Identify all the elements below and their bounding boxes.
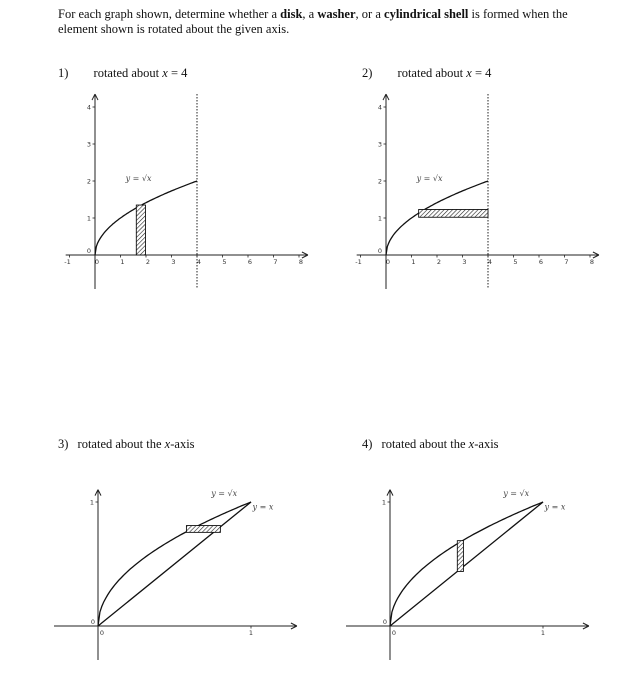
term-cylindrical-shell: cylindrical shell (384, 7, 469, 21)
curve-label-sqrt: y = √x (503, 488, 530, 498)
y-tick-label: 2 (86, 177, 91, 186)
curve-label: y = √x (125, 174, 152, 183)
x-tick-label: 6 (538, 258, 544, 266)
origin-label: 0 (86, 247, 91, 255)
element-rectangle (136, 205, 145, 255)
x-tick-label: 5 (222, 258, 227, 266)
problem-3-title: 3) rotated about the x-axis (58, 437, 195, 451)
graph-2 (355, 94, 599, 289)
x-tick-label: 0 (94, 258, 100, 266)
x-tick-label: 6 (247, 258, 253, 266)
line-y-equals-x (98, 502, 251, 626)
term-washer: washer (317, 7, 356, 21)
y-tick-label: 3 (86, 140, 91, 149)
y-tick-label: 1 (89, 498, 94, 507)
x-tick-label: 2 (145, 258, 151, 266)
x-tick-label: 7 (564, 258, 569, 266)
curve-label-line: y = x (544, 502, 566, 512)
x-tick-label: 0 (99, 629, 105, 637)
instructions-text: , a (302, 7, 318, 21)
x-tick-label: 1 (120, 258, 125, 266)
x-tick-label: 8 (589, 258, 595, 266)
term-disk: disk (280, 7, 303, 21)
y-tick-label: 1 (86, 214, 91, 223)
y-tick-label: 4 (86, 103, 91, 112)
x-tick-label: 3 (462, 258, 467, 266)
curve-label-line: y = x (252, 502, 274, 512)
problem-number: 1) (58, 66, 69, 80)
curve-sqrt-x (386, 181, 488, 255)
y-tick-label: 4 (377, 103, 382, 112)
origin-label: 0 (90, 618, 95, 626)
x-tick-label: -1 (355, 258, 362, 266)
x-tick-label: 8 (298, 258, 304, 266)
problem-1-title: 1) rotated about x = 4 (58, 66, 188, 80)
x-tick-label: -1 (64, 258, 71, 266)
curve-label-sqrt: y = √x (211, 488, 238, 498)
x-tick-label: 0 (385, 258, 391, 266)
problem-4-title: 4) rotated about the x-axis (362, 437, 499, 451)
problem-number: 3) (58, 437, 69, 451)
instructions-text: , or a (355, 7, 385, 21)
curve-sqrt-x (95, 181, 197, 255)
instructions-text: For each graph shown, determine whether a (58, 7, 281, 21)
x-tick-label: 0 (391, 629, 397, 637)
x-tick-label: 1 (248, 629, 254, 637)
origin-label: 0 (377, 247, 382, 255)
x-tick-label: 2 (436, 258, 442, 266)
graph-4 (346, 489, 589, 660)
problem-number: 4) (362, 437, 373, 451)
y-tick-label: 3 (377, 140, 382, 149)
x-tick-label: 1 (540, 629, 546, 637)
x-tick-label: 5 (513, 258, 518, 266)
element-rectangle (186, 526, 220, 533)
line-y-equals-x (390, 502, 543, 626)
y-tick-label: 1 (377, 214, 382, 223)
problem-2-title: 2) rotated about x = 4 (362, 66, 492, 80)
x-tick-label: 4 (196, 258, 202, 266)
element-rectangle (457, 541, 463, 572)
element-rectangle (419, 209, 488, 217)
graph-3 (54, 489, 297, 660)
y-tick-label: 2 (377, 177, 382, 186)
x-tick-label: 4 (487, 258, 493, 266)
x-tick-label: 7 (273, 258, 278, 266)
x-tick-label: 1 (411, 258, 416, 266)
x-tick-label: 3 (171, 258, 176, 266)
origin-label: 0 (382, 618, 387, 626)
instructions-text: is formed when the element shown is rotated about the given axis. (58, 7, 568, 36)
problem-number: 2) (362, 66, 373, 80)
curve-label: y = √x (416, 174, 443, 183)
graph-1 (64, 94, 308, 289)
y-tick-label: 1 (381, 498, 386, 507)
